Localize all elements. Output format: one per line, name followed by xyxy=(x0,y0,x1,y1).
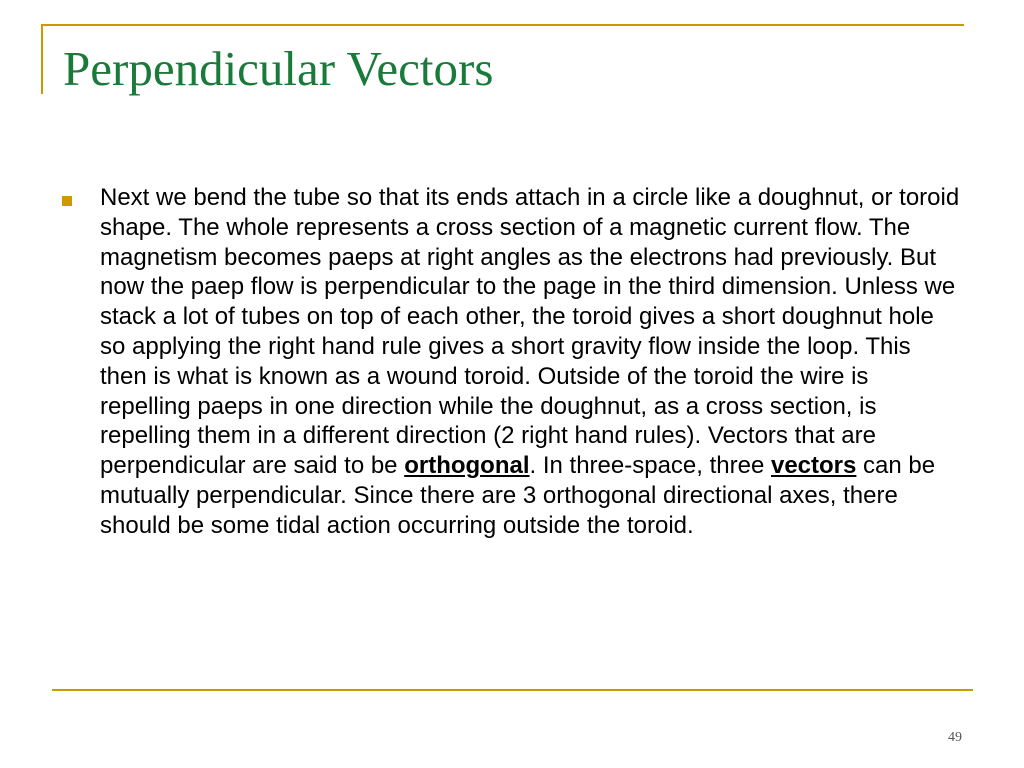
frame-left-rule xyxy=(41,24,43,94)
frame-top-rule xyxy=(41,24,964,26)
footer-rule xyxy=(52,689,973,691)
page-number: 49 xyxy=(948,730,962,745)
term-orthogonal-link[interactable]: orthogonal xyxy=(404,452,530,480)
slide-title: Perpendicular Vectors xyxy=(63,41,494,96)
bullet-item xyxy=(62,183,962,541)
bullet-text-part-1: Next we bend the tube so that its ends attach in a circle like a doughnut, or toroid shape. The whole represents a cross section of a magnetic current flow. The magnetism becomes paeps at right angles as the electrons had previously. But now the paep flow is perpendicular to the page in the third dimension. Unless we stack a lot of tubes on top of each other, the toroid gives a short doughnut hole so applying the right hand rule gives a short gravity flow inside the loop. This then is what is known as a wound toroid. Outside of the toroid the wire is repelling paeps in one direction while the doughnut, as a cross section, is repelling them in a different direction (2 right hand rules). Vectors that are perpendicular are said to be xyxy=(100,184,960,480)
term-vectors-link[interactable]: vectors xyxy=(770,452,857,480)
bullet-text xyxy=(100,183,960,541)
bullet-text-part-2: . In three-space, three xyxy=(529,452,771,480)
bullet-text-part-3: can be mutually perpendicular. Since there are 3 orthogonal directional axes, there should be some tidal action occurring outside the toroid. xyxy=(100,452,936,539)
square-bullet-icon xyxy=(62,196,72,206)
